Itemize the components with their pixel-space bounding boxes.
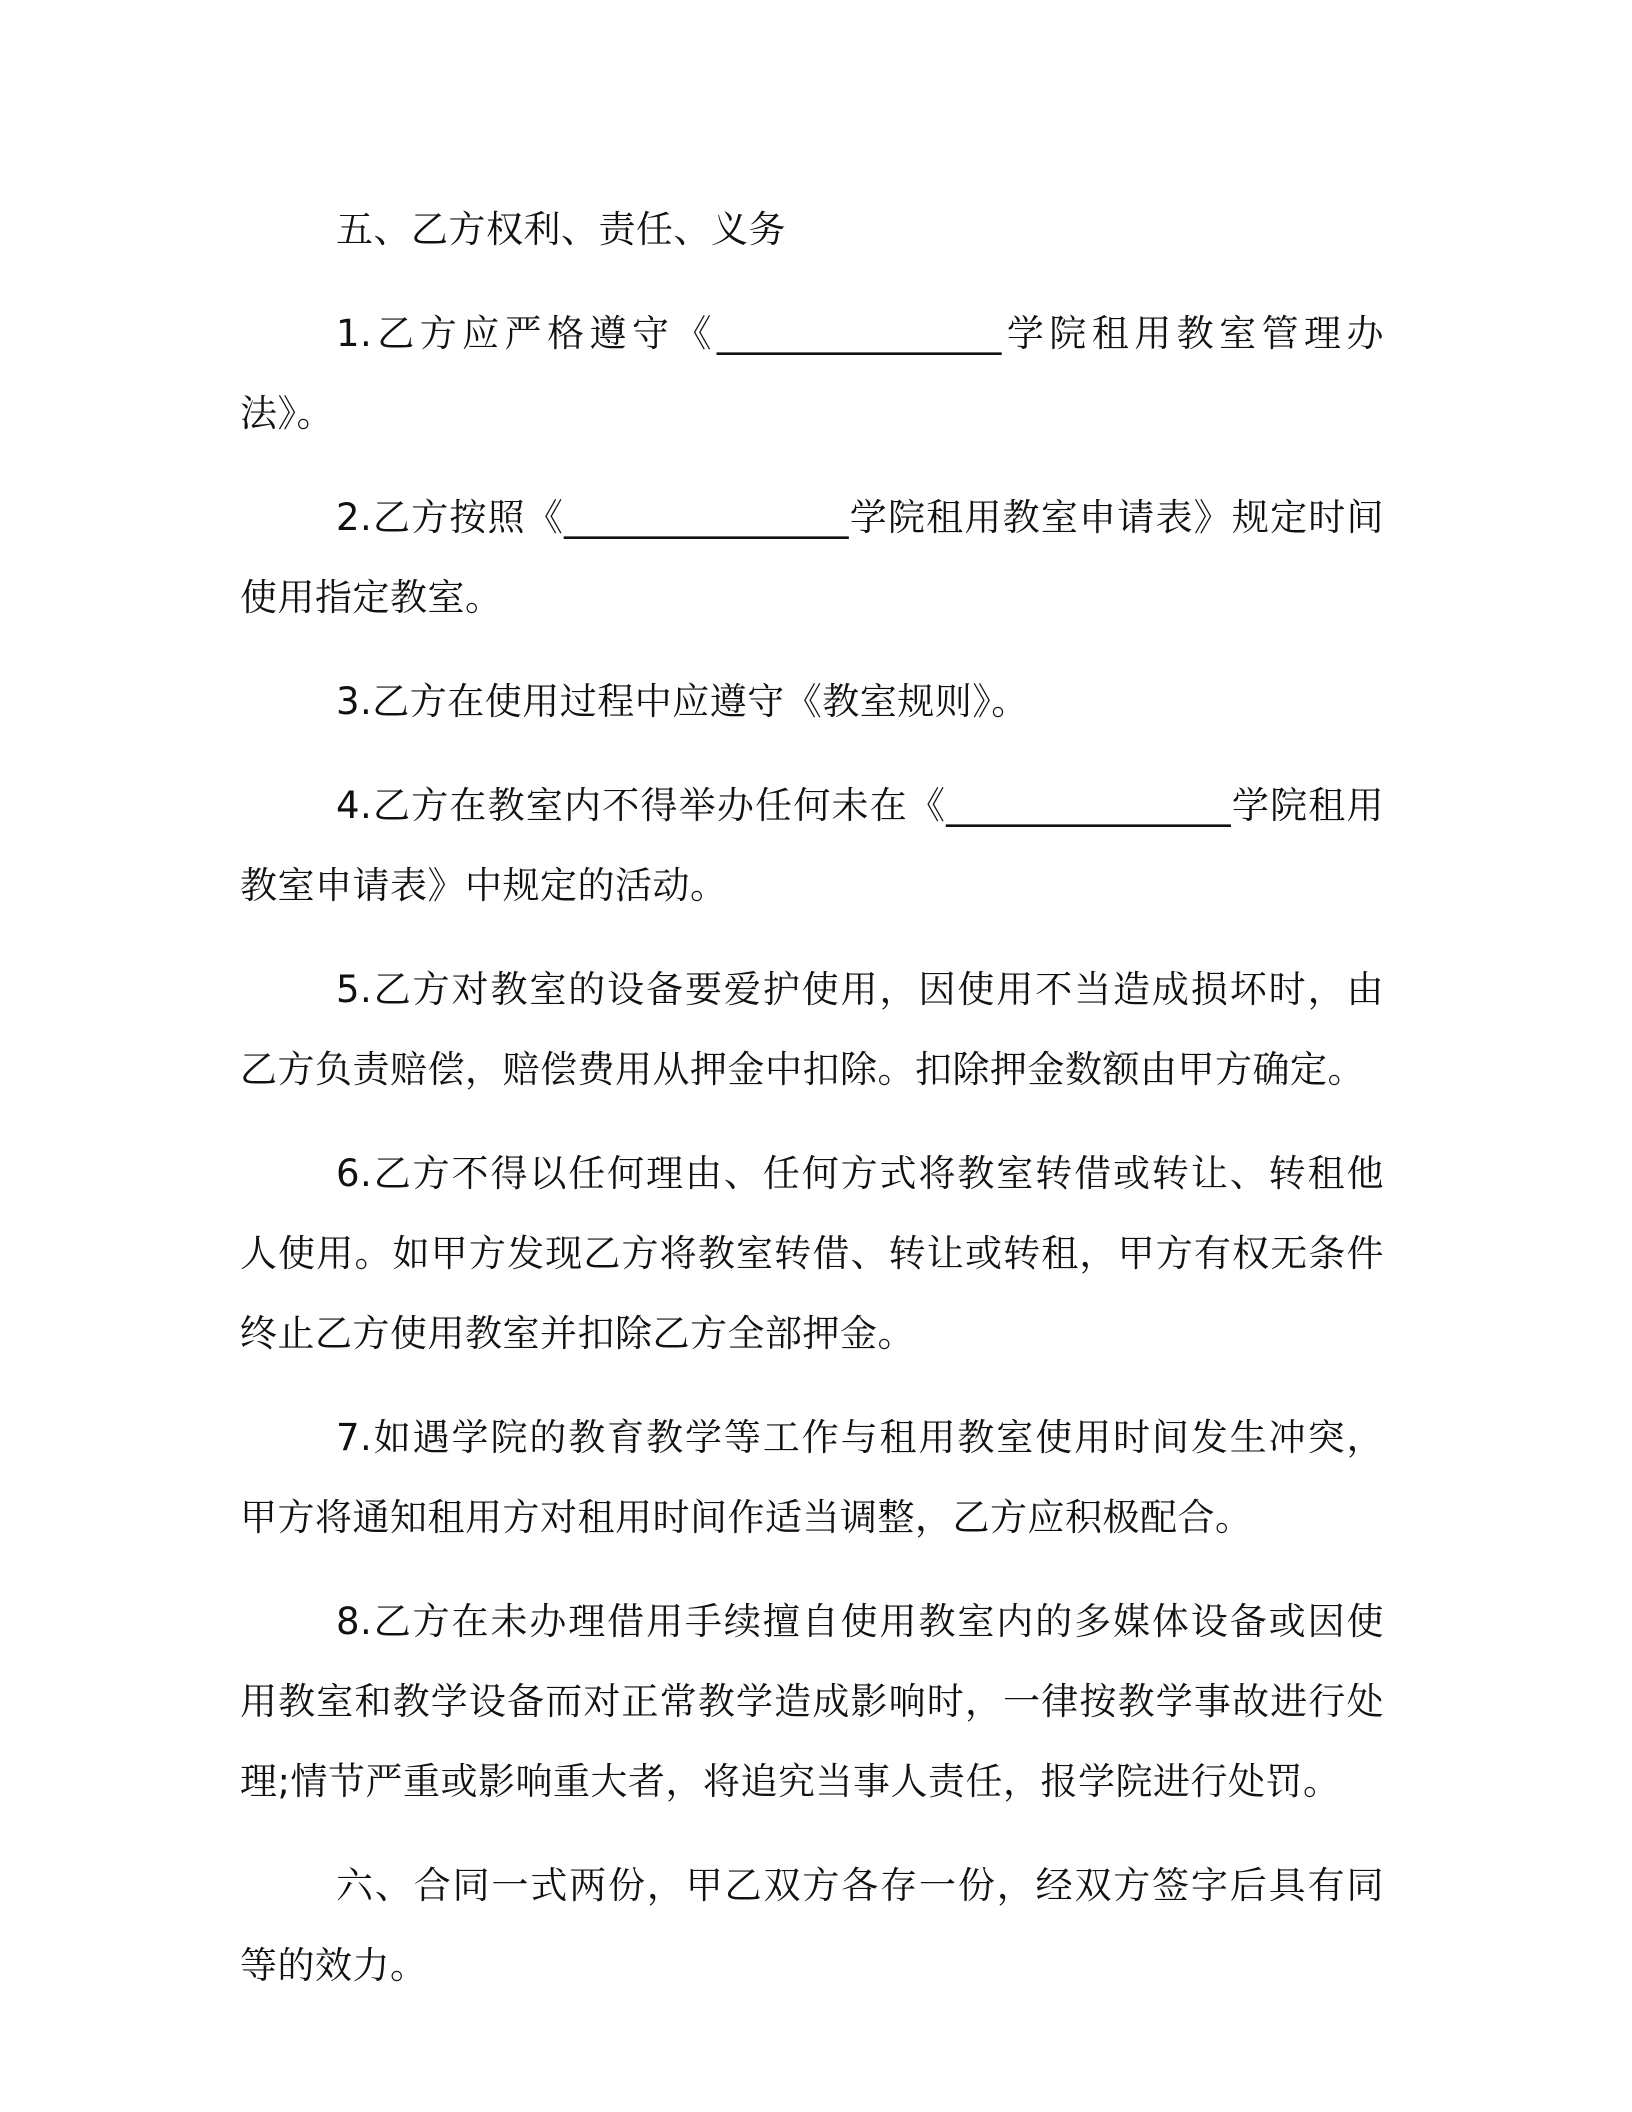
clause-3: 3.乙方在使用过程中应遵守《教室规则》。 xyxy=(336,680,1029,723)
clause-2: 2.乙方按照《_______________学院租用教室申请表》规定时间使用指定教室。 xyxy=(240,496,1384,619)
section-heading-5: 五、乙方权利、责任、义务 xyxy=(336,208,786,251)
clause-7: 7.如遇学院的教育教学等工作与租用教室使用时间发生冲突，甲方将通知租用方对租用时间作适当调整，乙方应积极配合。 xyxy=(240,1416,1384,1539)
clause-1: 1.乙方应严格遵守《_______________学院租用教室管理办法》。 xyxy=(240,312,1384,435)
section-heading-6: 六、合同一式两份，甲乙双方各存一份，经双方签字后具有同等的效力。 xyxy=(240,1864,1384,1987)
clause-6: 6.乙方不得以任何理由、任何方式将教室转借或转让、转租他人使用。如甲方发现乙方将教室转借、转让或转租，甲方有权无条件终止乙方使用教室并扣除乙方全部押金。 xyxy=(240,1152,1384,1355)
clause-4: 4.乙方在教室内不得举办任何未在《_______________学院租用教室申请表》中规定的活动。 xyxy=(240,784,1384,907)
clause-8: 8.乙方在未办理借用手续擅自使用教室内的多媒体设备或因使用教室和教学设备而对正常教学造成影响时，一律按教学事故进行处理;情节严重或影响重大者，将追究当事人责任，报学院进行处罚。 xyxy=(240,1600,1384,1803)
clause-5: 5.乙方对教室的设备要爱护使用，因使用不当造成损坏时，由乙方负责赔偿，赔偿费用从押金中扣除。扣除押金数额由甲方确定。 xyxy=(240,968,1384,1091)
document-body xyxy=(240,190,1384,2030)
